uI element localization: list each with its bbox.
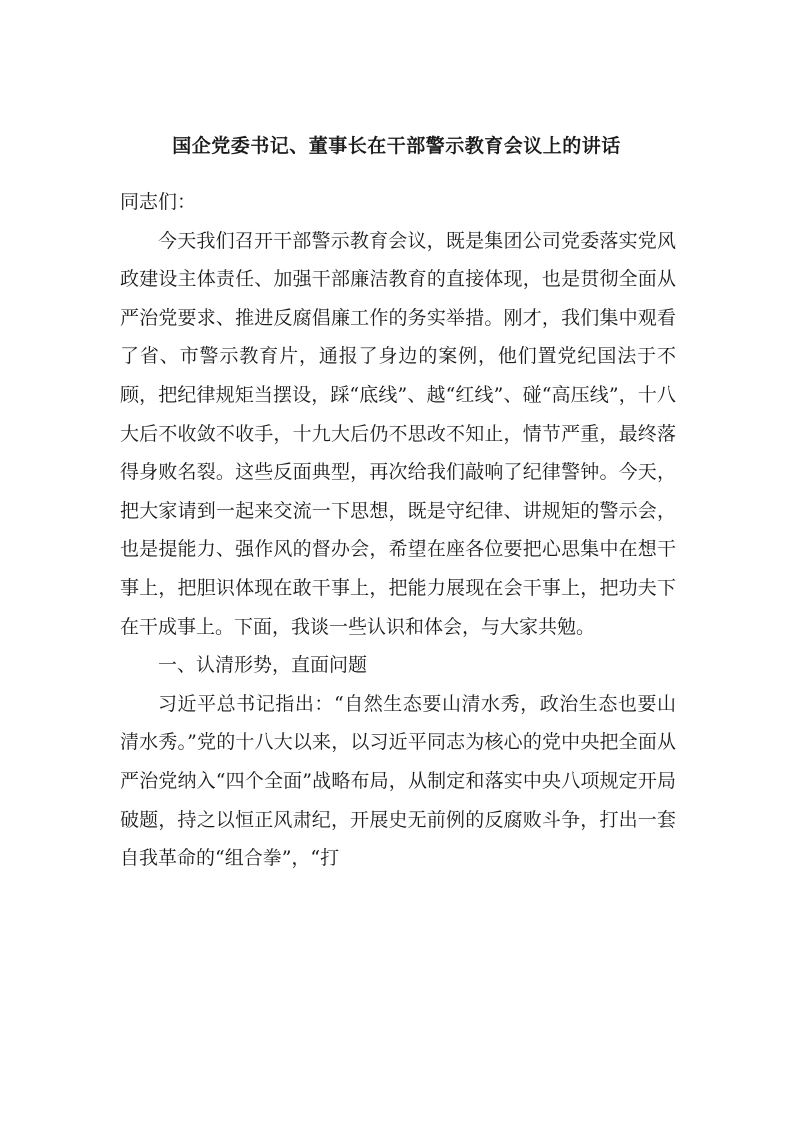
paragraph-1: 今天我们召开干部警示教育会议，既是集团公司党委落实党风政建设主体责任、加强干部廉洁教育的直接体现，也是贯彻全面从严治党要求、推进反腐倡廉工作的务实举措。刚才，我们集中观看了省、市警示教育片，通报了身边的案例，他们置党纪国法于不顾，把纪律规矩当摆设，踩“底线”、越“红线”、碰“高压线”，十八大后不收敛不收手，十九大后仍不思改不知止，情节严重，最终落得身败名裂。这些反面典型，再次给我们敲响了纪律警钟。今天，把大家请到一起来交流一下思想，既是守纪律、讲规矩的警示会，也是提能力、强作风的督办会，希望在座各位要把心思集中在想干事上，把胆识体现在敢干事上，把能力展现在会干事上，把功夫下在干成事上。下面，我谈一些认识和体会，与大家共勉。 <box>120 229 676 638</box>
paragraph-2: 习近平总书记指出：“自然生态要山清水秀，政治生态也要山清水秀。”党的十八大以来，以习近平同志为核心的党中央把全面从严治党纳入“四个全面”战略布局，从制定和落实中央八项规定开局破题，持之以恒正风肃纪，开展史无前例的反腐败斗争，打出一套自我革命的“组合拳”，“打 <box>120 692 676 870</box>
document-body <box>120 183 676 878</box>
section-1-heading: 一、认清形势，直面问题 <box>158 654 368 677</box>
salutation: 同志们： <box>120 191 197 213</box>
document-title: 国企党委书记、董事长在干部警示教育会议上的讲话 <box>172 135 621 157</box>
